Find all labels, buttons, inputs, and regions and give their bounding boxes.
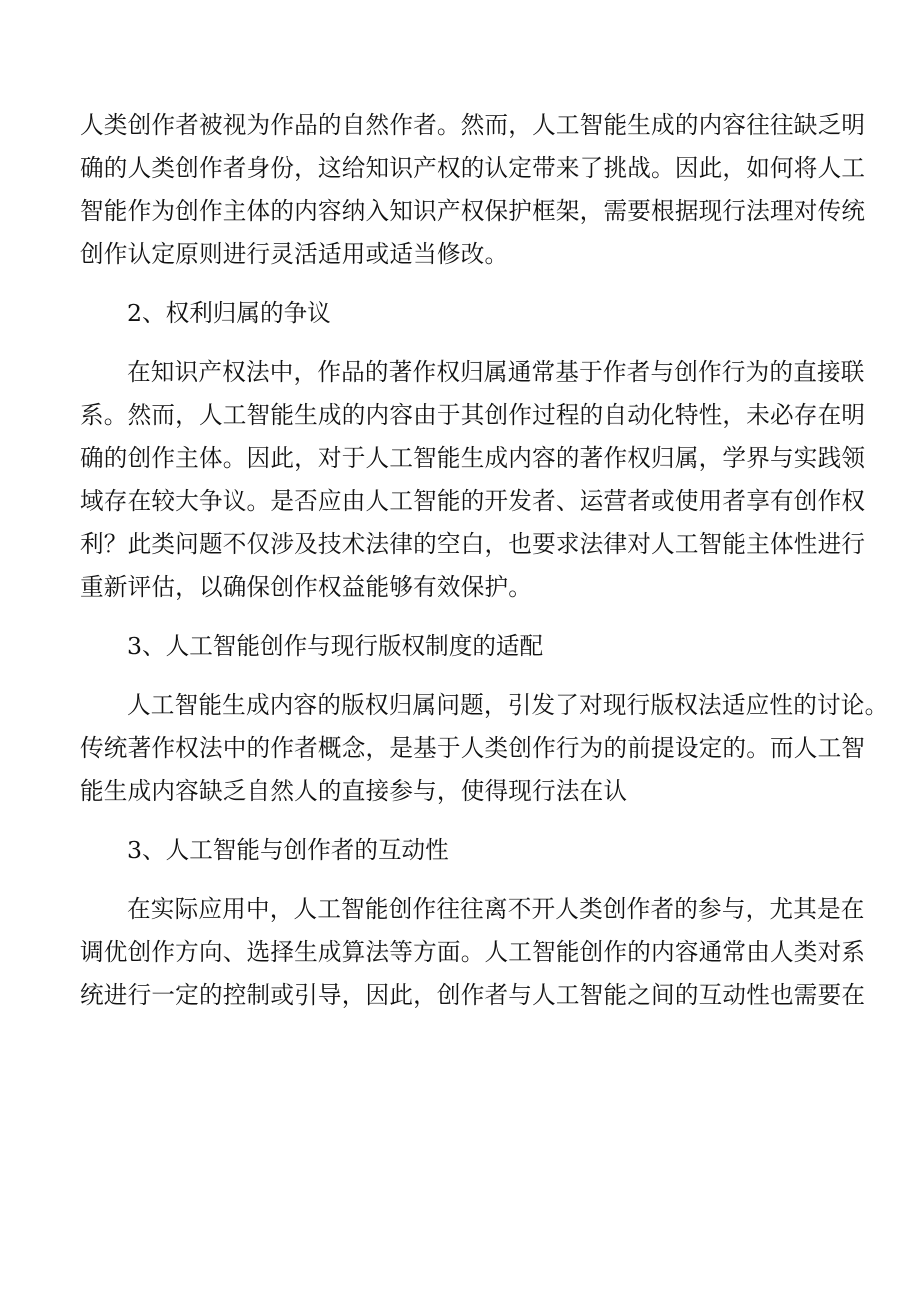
text-line: 智能作为创作主体的内容纳入知识产权保护框架，需要根据现行法理对传统	[80, 197, 866, 225]
text-line: 统进行一定的控制或引导，因此，创作者与人工智能之间的互动性也需要在	[80, 981, 866, 1009]
text-line: 确的人类创作者身份，这给知识产权的认定带来了挑战。因此，如何将人工	[80, 154, 866, 182]
text-line: 确的创作主体。因此，对于人工智能生成内容的著作权归属，学界与实践领	[80, 444, 866, 472]
text-line: 人类创作者被视为作品的自然作者。然而，人工智能生成的内容往往缺乏明	[80, 111, 866, 139]
paragraph-copyright-adaptation	[80, 684, 889, 813]
text-line: 人工智能生成内容的版权归属问题，引发了对现行版权法适应性的讨论。	[127, 691, 889, 719]
text-line: 系。然而，人工智能生成的内容由于其创作过程的自动化特性，未必存在明	[80, 401, 866, 429]
section-heading-interaction: 3、人工智能与创作者的互动性	[127, 836, 449, 864]
paragraph-rights-ownership	[80, 351, 866, 609]
text-line: 创作认定原则进行灵活适用或适当修改。	[80, 240, 509, 268]
paragraph-interaction	[80, 888, 866, 1017]
paragraph-human-author	[80, 104, 866, 276]
text-line: 传统著作权法中的作者概念，是基于人类创作行为的前提设定的。而人工智	[80, 734, 866, 762]
text-line: 在知识产权法中，作品的著作权归属通常基于作者与创作行为的直接联	[127, 358, 865, 386]
text-line: 利？此类问题不仅涉及技术法律的空白，也要求法律对人工智能主体性进行	[80, 530, 866, 558]
text-line: 重新评估，以确保创作权益能够有效保护。	[80, 573, 533, 601]
section-heading-copyright-adaptation: 3、人工智能创作与现行版权制度的适配	[127, 632, 544, 660]
text-line: 调优创作方向、选择生成算法等方面。人工智能创作的内容通常由人类对系	[80, 938, 866, 966]
text-line: 在实际应用中，人工智能创作往往离不开人类创作者的参与，尤其是在	[127, 895, 865, 923]
section-heading-rights-ownership: 2、权利归属的争议	[127, 299, 331, 327]
text-line: 能生成内容缺乏自然人的直接参与，使得现行法在认	[80, 777, 628, 805]
text-line: 域存在较大争议。是否应由人工智能的开发者、运营者或使用者享有创作权	[80, 487, 866, 515]
